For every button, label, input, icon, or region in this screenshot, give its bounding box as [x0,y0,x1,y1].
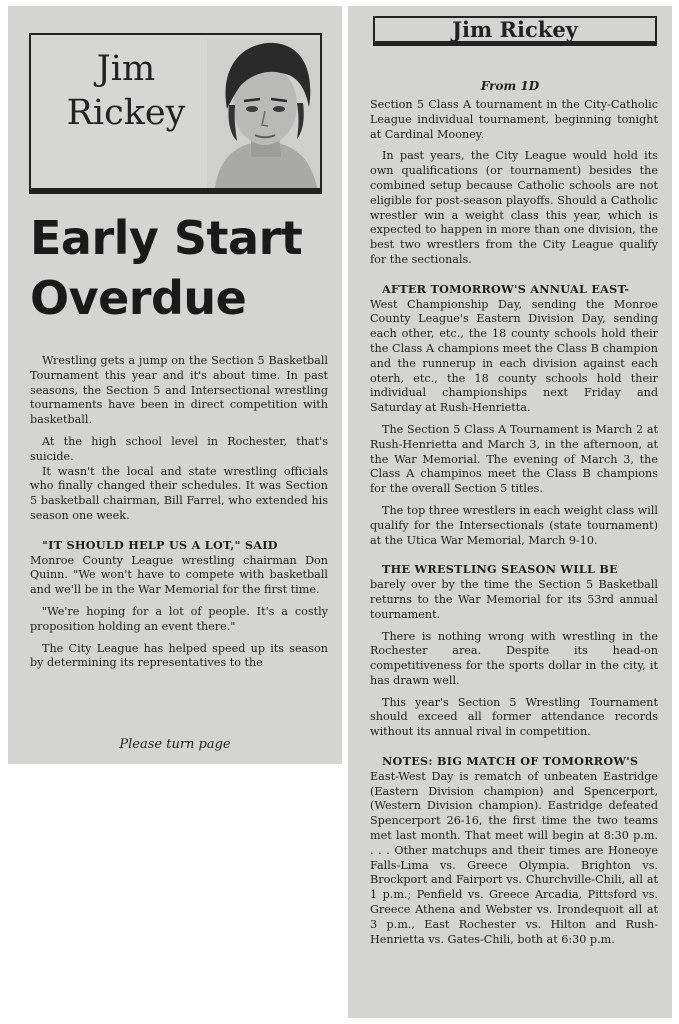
byline-last-name: Rickey [66,93,186,133]
lead-in-paragraph [370,282,658,298]
paragraph: Section 5 Class A tournament in the City-Catholic League individual tournament, beginning tonight at Cardinal Mooney. [370,98,658,141]
turn-page-note: Please turn page [119,737,231,752]
paragraph: The City League has helped speed up its season by determining its representatives to the [30,641,328,670]
paragraph: In past years, the City League would hold its own qualifications (or tournament) besides the combined setup because Catholic schools are not eligible for post-season playoffs. Should a Catholic wrestler win a weight class this year, which is expected to happen in more than one division, the best two wrestlers from the City League qualify for the sectionals. [370,149,658,266]
lead-in-paragraph [30,538,328,554]
paragraph: Wrestling gets a jump on the Section 5 Basketball Tournament this year and it's about time. In past seasons, the Section 5 and Intersectional wrestling tournaments have been in direct competition with basketball. [30,354,328,427]
portrait-image [207,39,322,188]
paragraph: There is nothing wrong with wrestling in the Rochester area. Despite its head-on competitiveness for the sports dollar in the city, it has drawn well. [370,629,658,687]
paragraph: It wasn't the local and state wrestling officials who finally changed their schedules. It was Section 5 basketball chairman, Bill Farrel, who extended his season one week. [30,464,328,522]
columnist-photo [207,39,322,188]
continuation-header: Jim Rickey [373,16,657,46]
continued-from-label: From 1D [480,79,540,93]
lead-in-caps: AFTER TOMORROW'S ANNUAL EAST- [382,281,630,296]
left-article-body [30,354,328,678]
column-header [29,33,322,194]
lead-in-paragraph [370,562,658,578]
paragraph: This year's Section 5 Wrestling Tournament should exceed all former attendance records without its annual rival in competition. [370,695,658,739]
paragraph: The top three wrestlers in each weight class will qualify for the Intersectionals (state tournament) at the Utica War Memorial, March 9-10. [370,503,658,547]
headline: Early Start Overdue [30,211,303,325]
paragraph: At the high school level in Rochester, that's suicide. [30,434,328,463]
lead-in-paragraph [370,754,658,770]
byline [51,47,201,135]
paragraph: West Championship Day, sending the Monroe County League's Eastern Division Day, sending each other, etc., the 18 county schools hold their the Class A champions meet the Class B champion and the runnerup in each division against each oterh, etc., the 18 county schools hold their individual championships next Friday and Saturday at Rush-Henrietta. [370,297,658,415]
paragraph: Monroe County League wrestling chairman Don Quinn. "We won't have to compete with basketball and we'll be in the War Memorial for the first time. [30,553,328,597]
left-column [8,6,342,764]
paragraph: The Section 5 Class A Tournament is March 2 at Rush-Henrietta and March 3, in the afternoon, at the War Memorial. The evening of March 3, the Class A champinos meet the Class B champions for the overall Section 5 titles. [370,422,658,496]
lead-in-caps: "IT SHOULD HELP US A LOT," SAID [42,537,278,552]
lead-in-caps: NOTES: BIG MATCH OF TOMORROW'S [382,754,639,769]
paragraph: East-West Day is rematch of unbeaten Eastridge (Eastern Division champion) and Spencerport, (Western Division champion). Eastridge defeated Spencerport 26-16, the first time the two teams met last month. That meet will begin at 8:30 p.m. . . . Other matchups and their times are Honeoye Falls-Lima vs. Greece Olympia. Brighton vs. Brockport and Fairport vs. Churchville-Chili, all at 1 p.m.; Penfield vs. Greece Arcadia, Pittsford vs. Greece Athena and Webster vs. Irondequoit all at 3 p.m., East Rochester vs. Hilton and Rush-Henrietta vs. Gates-Chili, both at 6:30 p.m. [370,769,658,946]
lead-in-caps: THE WRESTLING SEASON WILL BE [382,562,618,577]
paragraph: barely over by the time the Section 5 Basketball returns to the War Memorial for its 53rd annual tournament. [370,578,658,621]
right-column [348,6,672,1018]
byline-first-name: Jim [96,49,156,89]
paragraph: "We're hoping for a lot of people. It's a costly proposition holding an event there." [30,604,328,633]
right-article-body [370,98,658,954]
